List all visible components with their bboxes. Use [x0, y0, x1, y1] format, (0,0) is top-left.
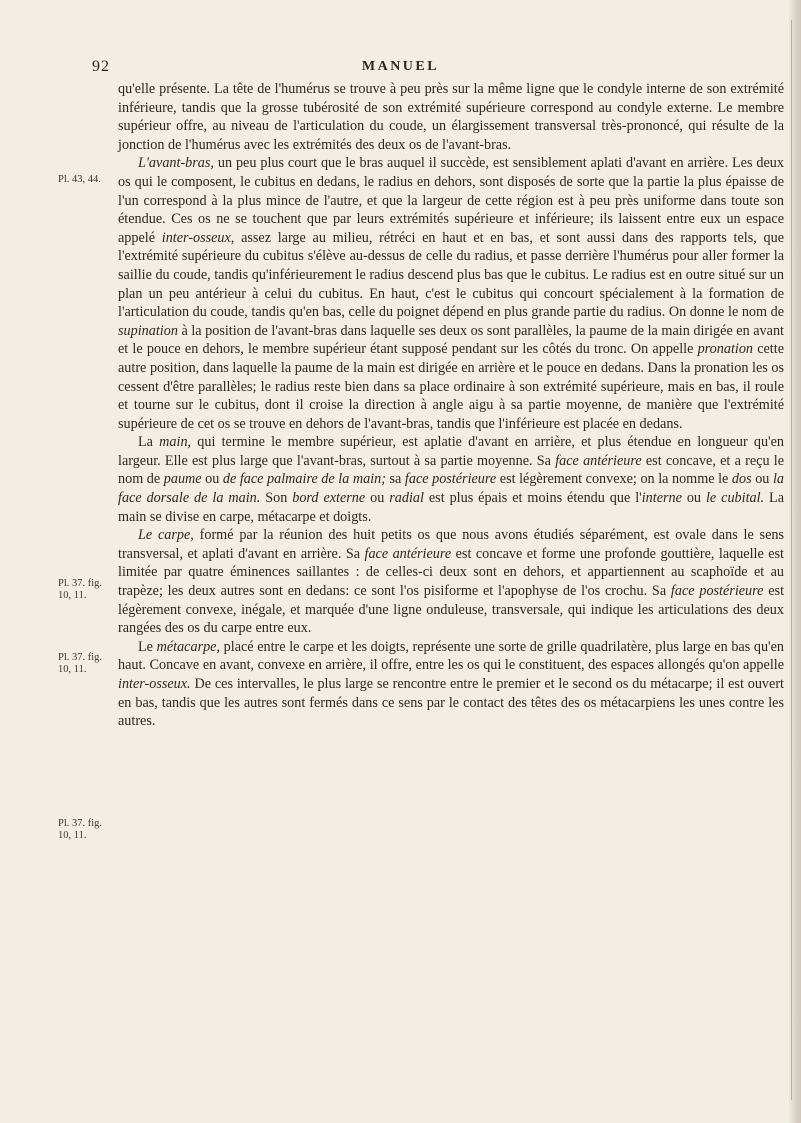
page-number: 92	[92, 58, 110, 75]
term-main: main,	[159, 434, 192, 451]
margin-note-plate-37-a: Pl. 37. fig. 10, 11.	[58, 578, 103, 601]
running-title: MANUEL	[361, 59, 440, 74]
paragraph-avant-bras: L'avant-bras, un peu plus court que le bras auquel il succède, est sensiblement aplati d'avant en arrière. Les deux os qui le composent, le cubitus en dedans, le radius en dehors, sont disposés de sorte que la partie la plus épaisse de l'un correspond à la plus mince de l'autre, et que la largeur de cette région est à peu près uniforme dans toute son étendue. Ces os ne se touchent que par leurs extrémités supérieure et inférieure; ils laissent entre eux un espace appelé inter-osseux, assez large au milieu, rétréci en haut et en bas, et sont aussi dans des rapports tels, que l'extrémité supérieure du cubitus s'élève au-dessus de celle du radius, et passe derrière l'humérus pour aller former la saillie du coude, tandis qu'inférieurement le radius descend plus bas que le cubitus. Le radius est en outre situé sur un plan un peu antérieur à celui du cubitus. En haut, c'est le cubitus qui concourt spécialement à la formation de l'articulation du coude, tandis qu'en bas, celle du poignet dépend en plus grande partie du radius. On donne le nom de supination à la position de l'avant-bras dans laquelle ses deux os sont parallèles, la paume de la main dirigée en avant et le pouce en dehors, le membre supérieur étant supposé pendant sur les côtés du tronc. On appelle pronation cette autre position, dans laquelle la paume de la main est dirigée en arrière et le pouce en dedans. Dans la pronation les os cessent d'être parallèles; le radius reste bien dans sa place ordinaire à son extrémité supérieure, mais en bas, il roule et tourne sur le cubitus, dont il croise la direction à angle aigu à sa partie moyenne, de manière que l'extrémité supérieure de cet os se trouve en dehors de l'avant-bras, tandis que l'inférieure est placée en dedans.	[118, 155, 784, 432]
term-carpe: Le carpe,	[138, 527, 194, 544]
paragraph-carpe: Le carpe, formé par la réunion des huit petits os que nous avons étudiés séparément, est ovale dans le sens transversal, et aplati d'avant en arrière. Sa face antérieure est concave et forme une profonde gouttière, laquelle est limitée par quatre éminences saillantes : de celles-ci deux sont en dehors, et appartiennent au scaphoïde et au trapèze; les deux autres sont en dedans: ce sont l'os pisiforme et l'apophyse de l'os crochu. Sa face postérieure est légèrement convexe, inégale, et marquée d'une ligne onduleuse, transversale, qui indique les articulations des deux rangées des os du carpe entre eux.	[118, 527, 785, 637]
page-header	[0, 58, 801, 80]
term-pronation: pronation	[697, 341, 754, 358]
margin-note-plate-37-c: Pl. 37. fig. 10, 11.	[58, 818, 103, 841]
margin-note-plate-43: Pl. 43, 44.	[58, 174, 101, 185]
paragraph-metacarpe: Le métacarpe, placé entre le carpe et les doigts, représente une sorte de grille quadrilatère, plus large en bas qu'en haut. Concave en avant, convexe en arrière, il offre, entre les os qui le constituent, des espaces allongés qu'on appelle inter-osseux. De ces intervalles, le plus large se rencontre entre le premier et le second os du métacarpe; il est ouvert en bas, tandis que les autres sont fermés dans ce sens par le contact des têtes des os métacarpiens les unes contre les autres.	[118, 638, 784, 730]
margin-note-plate-37-b: Pl. 37. fig. 10, 11.	[58, 652, 103, 675]
page-edge	[789, 0, 801, 1123]
paragraph-humerus: qu'elle présente. La tête de l'humérus se trouve à peu près sur la même ligne que le condyle interne de son extrémité inférieure, tandis que la grosse tubérosité de son extrémité supérieure correspond au condyle externe. Le membre supérieur offre, au niveau de l'articulation du coude, un élargissement transversal très-prononcé, qui résulte de la jonction de l'humérus avec les extrémités des deux os de l'avant-bras.	[118, 81, 784, 153]
term-inter-osseux: inter-osseux,	[161, 229, 235, 246]
term-avant-bras: L'avant-bras,	[138, 155, 214, 172]
term-supination: supination	[118, 322, 178, 339]
paragraph-main: La main, qui termine le membre supérieur, est aplatie d'avant en arrière, et plus étendue en longueur qu'en largeur. Elle est plus large que l'avant-bras, surtout à sa partie moyenne. Sa face antérieure est concave, et a reçu le nom de paume ou de face palmaire de la main; sa face postérieure est légèrement convexe; on la nomme le dos ou la face dorsale de la main. Son bord externe ou radial est plus épais et moins étendu que l'interne ou le cubital. La main se divise en carpe, métacarpe et doigts.	[118, 434, 785, 525]
body-text	[118, 80, 784, 731]
term-metacarpe: métacarpe,	[156, 638, 221, 655]
